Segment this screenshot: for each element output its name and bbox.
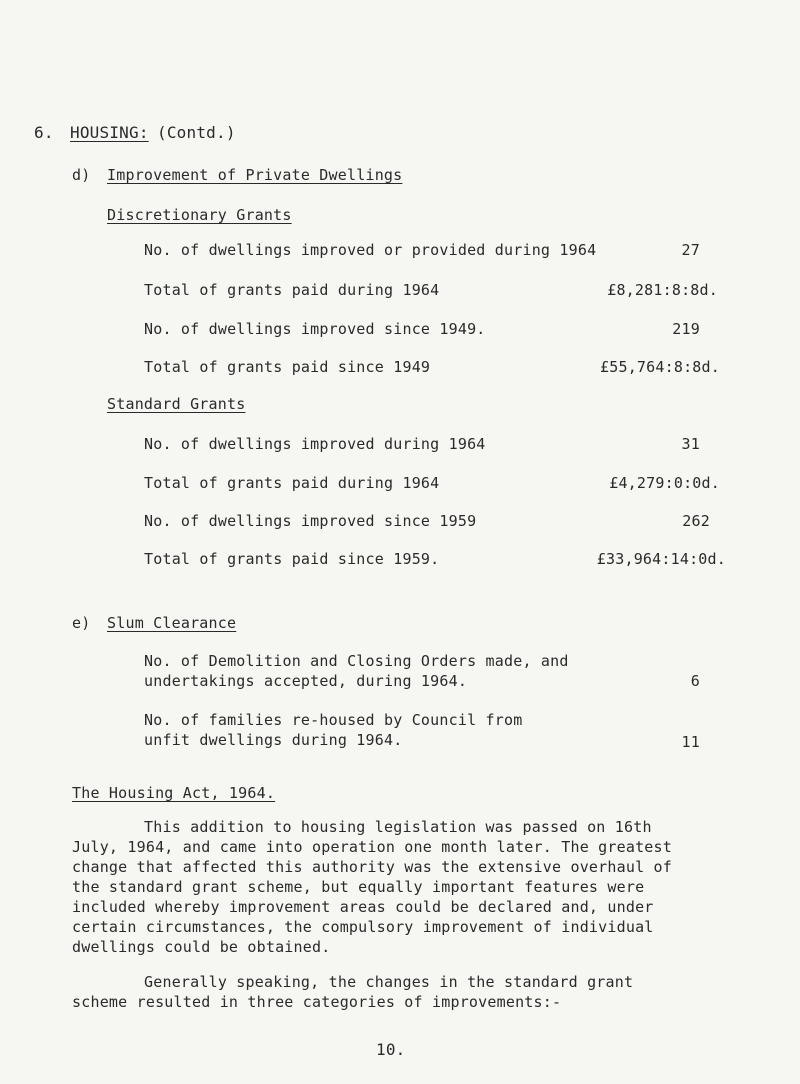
standard-row-value: £33,964:14:0d. (596, 550, 726, 568)
heading-letter-e: e) (72, 614, 91, 632)
section-suffix: (Contd.) (157, 123, 236, 142)
improvement-heading: Improvement of Private Dwellings (107, 166, 403, 184)
standard-row-label: No. of dwellings improved since 1959 (144, 512, 477, 530)
act-paragraph-line: July, 1964, and came into operation one month later. The greatest (72, 838, 672, 856)
standard-row-value: 262 (682, 512, 710, 530)
discretionary-row-value: £55,764:8:8d. (600, 358, 720, 376)
discretionary-row-value: £8,281:8:8d. (607, 281, 718, 299)
standard-row-label: Total of grants paid since 1959. (144, 550, 440, 568)
act-paragraph-line: certain circumstances, the compulsory improvement of individual (72, 918, 654, 936)
act-paragraph-line: change that affected this authority was the extensive overhaul of (72, 858, 672, 876)
section-number: 6. (34, 123, 54, 142)
discretionary-row-label: Total of grants paid during 1964 (144, 281, 440, 299)
discretionary-row-value: 27 (681, 241, 700, 259)
slum-item-line: undertakings accepted, during 1964. (144, 672, 468, 690)
slum-item-value: 11 (681, 733, 700, 751)
discretionary-row-label: No. of dwellings improved or provided during 1964 (144, 241, 597, 259)
slum-item-value: 6 (690, 672, 700, 690)
standard-row-label: Total of grants paid during 1964 (144, 474, 440, 492)
slum-item-line: No. of families re-housed by Council from (144, 711, 523, 729)
act-heading: The Housing Act, 1964. (72, 784, 276, 802)
page-number: 10. (376, 1040, 406, 1059)
standard-heading: Standard Grants (107, 395, 246, 413)
discretionary-row-label: No. of dwellings improved since 1949. (144, 320, 486, 338)
act-paragraph-line: the standard grant scheme, but equally important features were (72, 878, 645, 896)
act-paragraph-line: dwellings could be obtained. (72, 938, 331, 956)
act-paragraph-line: scheme resulted in three categories of improvements:- (72, 993, 562, 1011)
slum-item-line: unfit dwellings during 1964. (144, 731, 403, 749)
standard-row-label: No. of dwellings improved during 1964 (144, 435, 486, 453)
discretionary-row-value: 219 (672, 320, 700, 338)
slum-item-line: No. of Demolition and Closing Orders made, and (144, 652, 569, 670)
discretionary-row-label: Total of grants paid since 1949 (144, 358, 431, 376)
standard-row-value: 31 (681, 435, 700, 453)
section-title: HOUSING: (70, 123, 149, 142)
standard-row-value: £4,279:0:0d. (609, 474, 720, 492)
act-paragraph-line: included whereby improvement areas could be declared and, under (72, 898, 654, 916)
slum-heading: Slum Clearance (107, 614, 237, 632)
act-paragraph-line: This addition to housing legislation was passed on 16th (144, 818, 652, 836)
discretionary-heading: Discretionary Grants (107, 206, 292, 224)
heading-letter-d: d) (72, 166, 91, 184)
act-paragraph-line: Generally speaking, the changes in the standard grant (144, 973, 634, 991)
